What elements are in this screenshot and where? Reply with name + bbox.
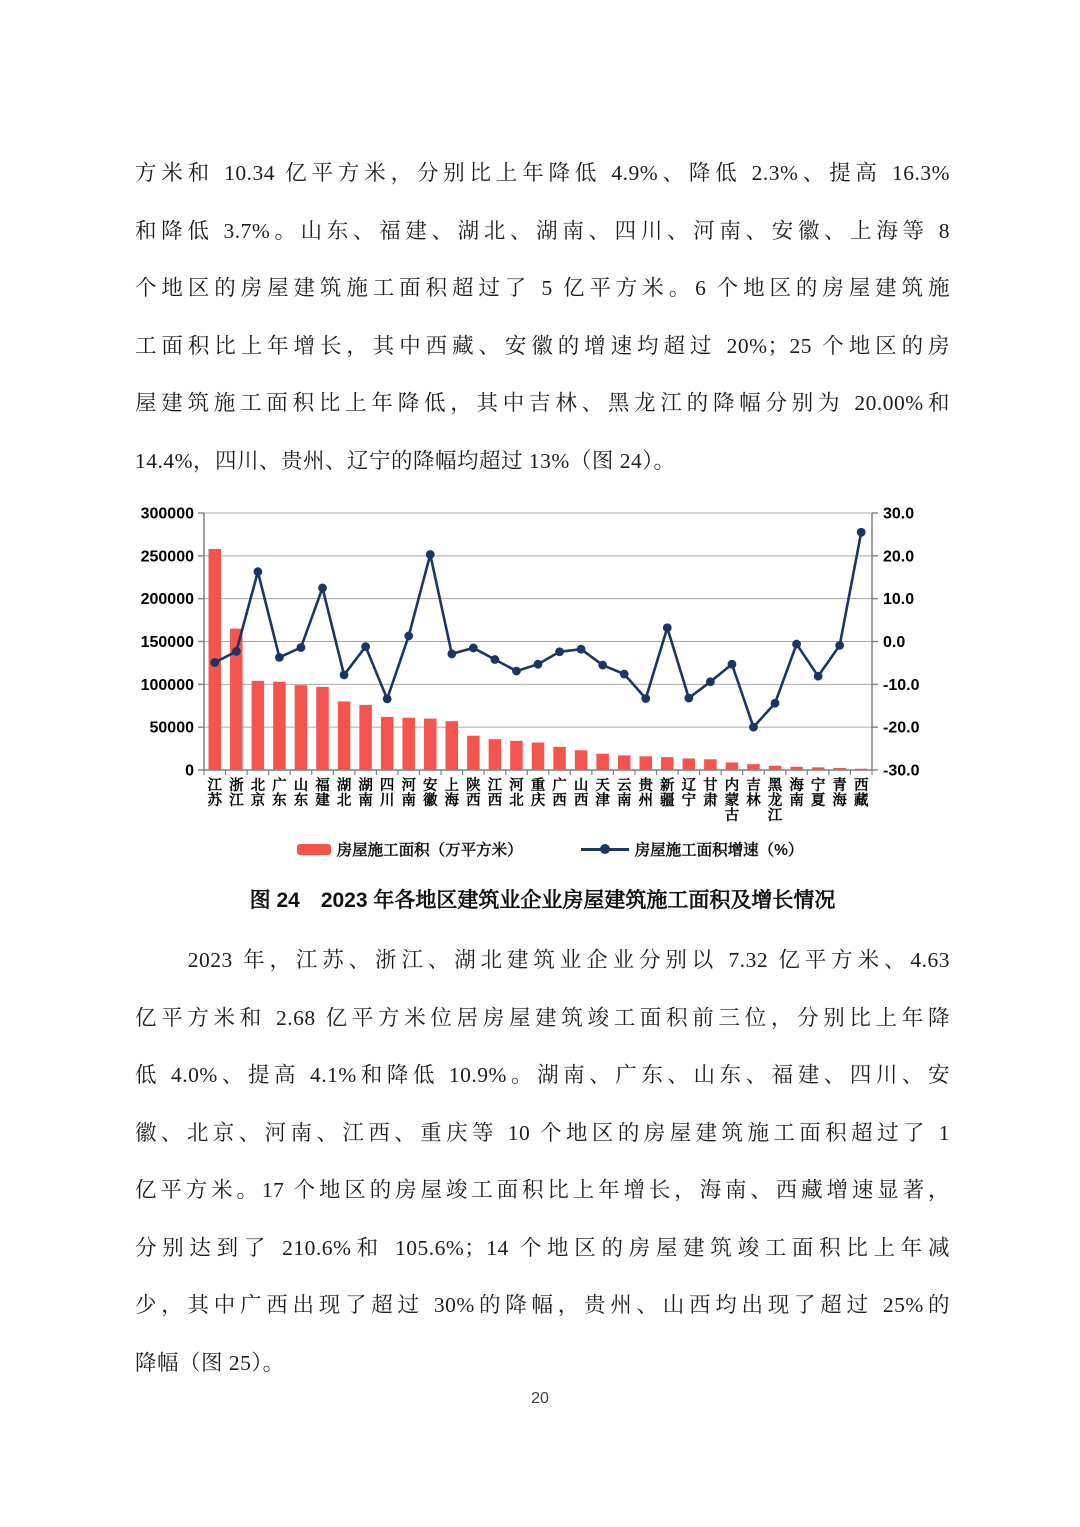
x-axis-category-label: 江西 — [487, 778, 503, 809]
x-axis-category-label: 安徽 — [423, 778, 438, 809]
text-line: 方米和 10.34 亿平方米，分别比上年降低 4.9%、降低 2.3%、提高 16.3% — [135, 161, 950, 185]
x-axis-category-label: 福建 — [315, 778, 330, 809]
data-point-marker — [641, 694, 650, 703]
left-axis-tick-label: 250000 — [140, 548, 194, 566]
line-series — [210, 528, 865, 732]
paragraph-2 — [135, 932, 950, 1392]
text-line: 徽、北京、河南、江西、重庆等 10 个地区的房屋建筑施工面积超过了 1 — [135, 1120, 950, 1145]
x-axis-category-label: 山东 — [293, 778, 309, 809]
legend-label-bar-series: 房屋施工面积（万平方米） — [336, 842, 523, 859]
x-axis-category-label: 上海 — [444, 778, 460, 809]
bar — [618, 755, 631, 770]
text-line: 14.4%，四川、贵州、辽宁的降幅均超过 13%（图 24）。 — [135, 448, 676, 473]
bar — [639, 756, 652, 770]
x-axis-category-label: 贵州 — [638, 778, 653, 809]
x-axis-category-label: 黑龙江 — [767, 778, 783, 824]
right-axis-tick-label: 20.0 — [883, 548, 915, 566]
x-axis-category-label: 天津 — [595, 778, 610, 809]
left-axis-tick-label: 200000 — [140, 591, 194, 609]
data-point-marker — [447, 650, 456, 659]
data-point-marker — [663, 623, 672, 632]
data-point-marker — [297, 643, 306, 652]
left-axis-tick-label: 150000 — [140, 634, 194, 651]
line-series-swatch — [581, 848, 629, 851]
bar — [402, 718, 415, 770]
x-axis-category-label: 浙江 — [229, 778, 244, 809]
right-axis-tick-label: -30.0 — [883, 762, 920, 780]
legend-item-line-series — [581, 838, 804, 860]
bar — [446, 721, 459, 770]
text-line: 2023 年，江苏、浙江、湖北建筑业企业分别以 7.32 亿平方米、4.63 — [135, 948, 950, 972]
data-point-marker — [792, 640, 801, 649]
x-axis-category-label: 青海 — [832, 778, 847, 809]
data-point-marker — [404, 632, 413, 641]
x-axis-category-label: 江苏 — [207, 778, 223, 809]
x-axis-category-label: 湖南 — [358, 778, 373, 809]
data-point-marker — [340, 671, 349, 680]
bar — [812, 767, 825, 770]
bar — [833, 768, 846, 770]
x-axis-category-label: 内蒙古 — [724, 778, 740, 824]
bar — [489, 739, 502, 770]
bar — [661, 757, 674, 770]
x-axis-category-label: 广东 — [272, 778, 287, 809]
left-axis-tick-label: 100000 — [140, 676, 194, 694]
x-axis-category-label: 北京 — [250, 778, 266, 809]
text-line: 个地区的房屋建筑施工面积超过了 5 亿平方米。6 个地区的房屋建筑施 — [135, 276, 950, 300]
chart-legend — [132, 838, 968, 860]
bar — [273, 682, 286, 770]
data-point-marker — [771, 699, 780, 708]
text-line: 亿平方米和 2.68 亿平方米位居房屋建筑竣工面积前三位，分别比上年降 — [135, 1005, 950, 1030]
x-axis-category-label: 山西 — [573, 778, 589, 809]
line-series-marker-icon — [600, 844, 610, 854]
bar — [769, 766, 782, 770]
text-line: 少，其中广西出现了超过 30%的降幅，贵州、山西均出现了超过 25%的 — [135, 1293, 950, 1317]
data-point-marker — [491, 655, 500, 664]
x-axis-category-label: 重庆 — [530, 778, 546, 809]
right-axis-tick-label: 0.0 — [883, 634, 906, 651]
x-axis-category-label: 云南 — [616, 778, 632, 809]
data-point-marker — [232, 647, 241, 656]
left-axis-tick-label: 0 — [185, 762, 194, 780]
figure-caption: 图 24 2023 年各地区建筑业企业房屋建筑施工面积及增长情况 — [249, 889, 836, 912]
text-line: 工面积比上年增长，其中西藏、安徽的增速均超过 20%；25 个地区的房 — [135, 333, 950, 358]
data-point-marker — [728, 660, 737, 669]
x-axis-category-label: 宁夏 — [810, 778, 826, 809]
bar-series — [209, 549, 868, 770]
text-line: 分别达到了 210.6%和 105.6%；14 个地区的房屋建筑竣工面积比上年减 — [135, 1235, 950, 1260]
bar — [359, 705, 372, 770]
bar-series-swatch — [297, 844, 331, 855]
bar — [855, 769, 868, 770]
bar — [532, 743, 545, 770]
data-point-marker — [253, 567, 262, 576]
bar — [316, 687, 329, 770]
x-axis-category-label: 吉林 — [746, 778, 761, 809]
page-number: 20 — [531, 1390, 549, 1407]
data-point-marker — [469, 644, 478, 653]
data-point-marker — [318, 584, 327, 593]
x-axis-category-label: 辽宁 — [681, 778, 697, 809]
figure-24-chart — [132, 500, 968, 860]
data-point-marker — [706, 677, 715, 686]
bar — [338, 701, 351, 770]
x-axis-category-label: 广西 — [552, 778, 567, 809]
bar — [252, 681, 265, 770]
data-point-marker — [512, 667, 521, 676]
data-point-marker — [620, 670, 629, 679]
legend-label-line-series: 房屋施工面积增速（%） — [634, 842, 804, 859]
data-point-marker — [598, 661, 607, 670]
x-axis-category-label: 西藏 — [853, 778, 869, 809]
bar — [747, 764, 760, 770]
x-axis-category-label: 四川 — [379, 778, 395, 809]
data-point-marker — [383, 694, 392, 703]
data-point-marker — [534, 660, 543, 669]
right-axis-tick-label: -10.0 — [883, 676, 920, 694]
data-point-marker — [814, 672, 823, 681]
data-point-marker — [835, 641, 844, 650]
bar — [510, 741, 523, 770]
bar — [596, 754, 609, 770]
bar — [381, 717, 394, 770]
data-point-marker — [577, 645, 586, 654]
right-axis-tick-label: 30.0 — [883, 505, 915, 523]
bar — [683, 758, 696, 770]
combo-chart-canvas — [132, 500, 968, 834]
x-axis-category-label: 湖北 — [336, 778, 352, 809]
right-axis-tick-label: -20.0 — [883, 719, 920, 737]
x-axis-category-label: 甘肃 — [703, 778, 718, 809]
left-axis-tick-label: 50000 — [149, 719, 194, 737]
data-point-marker — [426, 550, 435, 559]
data-point-marker — [555, 647, 564, 656]
data-point-marker — [749, 723, 758, 732]
x-axis-category-label: 新疆 — [660, 778, 675, 809]
x-axis-category-label: 河北 — [509, 778, 524, 809]
bar — [295, 685, 308, 770]
data-point-marker — [361, 642, 370, 651]
bar — [790, 767, 803, 770]
text-line: 降幅（图 25）。 — [135, 1350, 285, 1375]
bar — [704, 759, 717, 770]
paragraph-1 — [135, 145, 950, 490]
bar — [467, 736, 480, 770]
data-point-marker — [210, 658, 219, 667]
data-point-marker — [684, 694, 693, 703]
text-line: 和降低 3.7%。山东、福建、湖北、湖南、四川、河南、安徽、上海等 8 — [135, 218, 950, 243]
data-point-marker — [275, 653, 284, 662]
legend-item-bar-series — [297, 838, 523, 860]
bar — [553, 747, 566, 770]
text-line: 低 4.0%、提高 4.1%和降低 10.9%。湖南、广东、山东、福建、四川、安 — [135, 1063, 950, 1087]
left-axis-tick-label: 300000 — [140, 505, 194, 523]
data-point-marker — [857, 528, 866, 537]
text-line: 屋建筑施工面积比上年降低，其中吉林、黑龙江的降幅分别为 20.00%和 — [135, 391, 950, 415]
growth-line — [215, 532, 861, 727]
bar — [575, 750, 588, 770]
x-axis-category-label: 陕西 — [466, 778, 481, 809]
right-axis-tick-label: 10.0 — [883, 591, 915, 609]
bar — [726, 762, 739, 770]
bar — [424, 719, 437, 770]
text-line: 亿平方米。17 个地区的房屋竣工面积比上年增长，海南、西藏增速显著， — [135, 1178, 950, 1202]
x-axis-category-label: 海南 — [789, 778, 804, 809]
x-axis-category-label: 河南 — [401, 778, 416, 809]
